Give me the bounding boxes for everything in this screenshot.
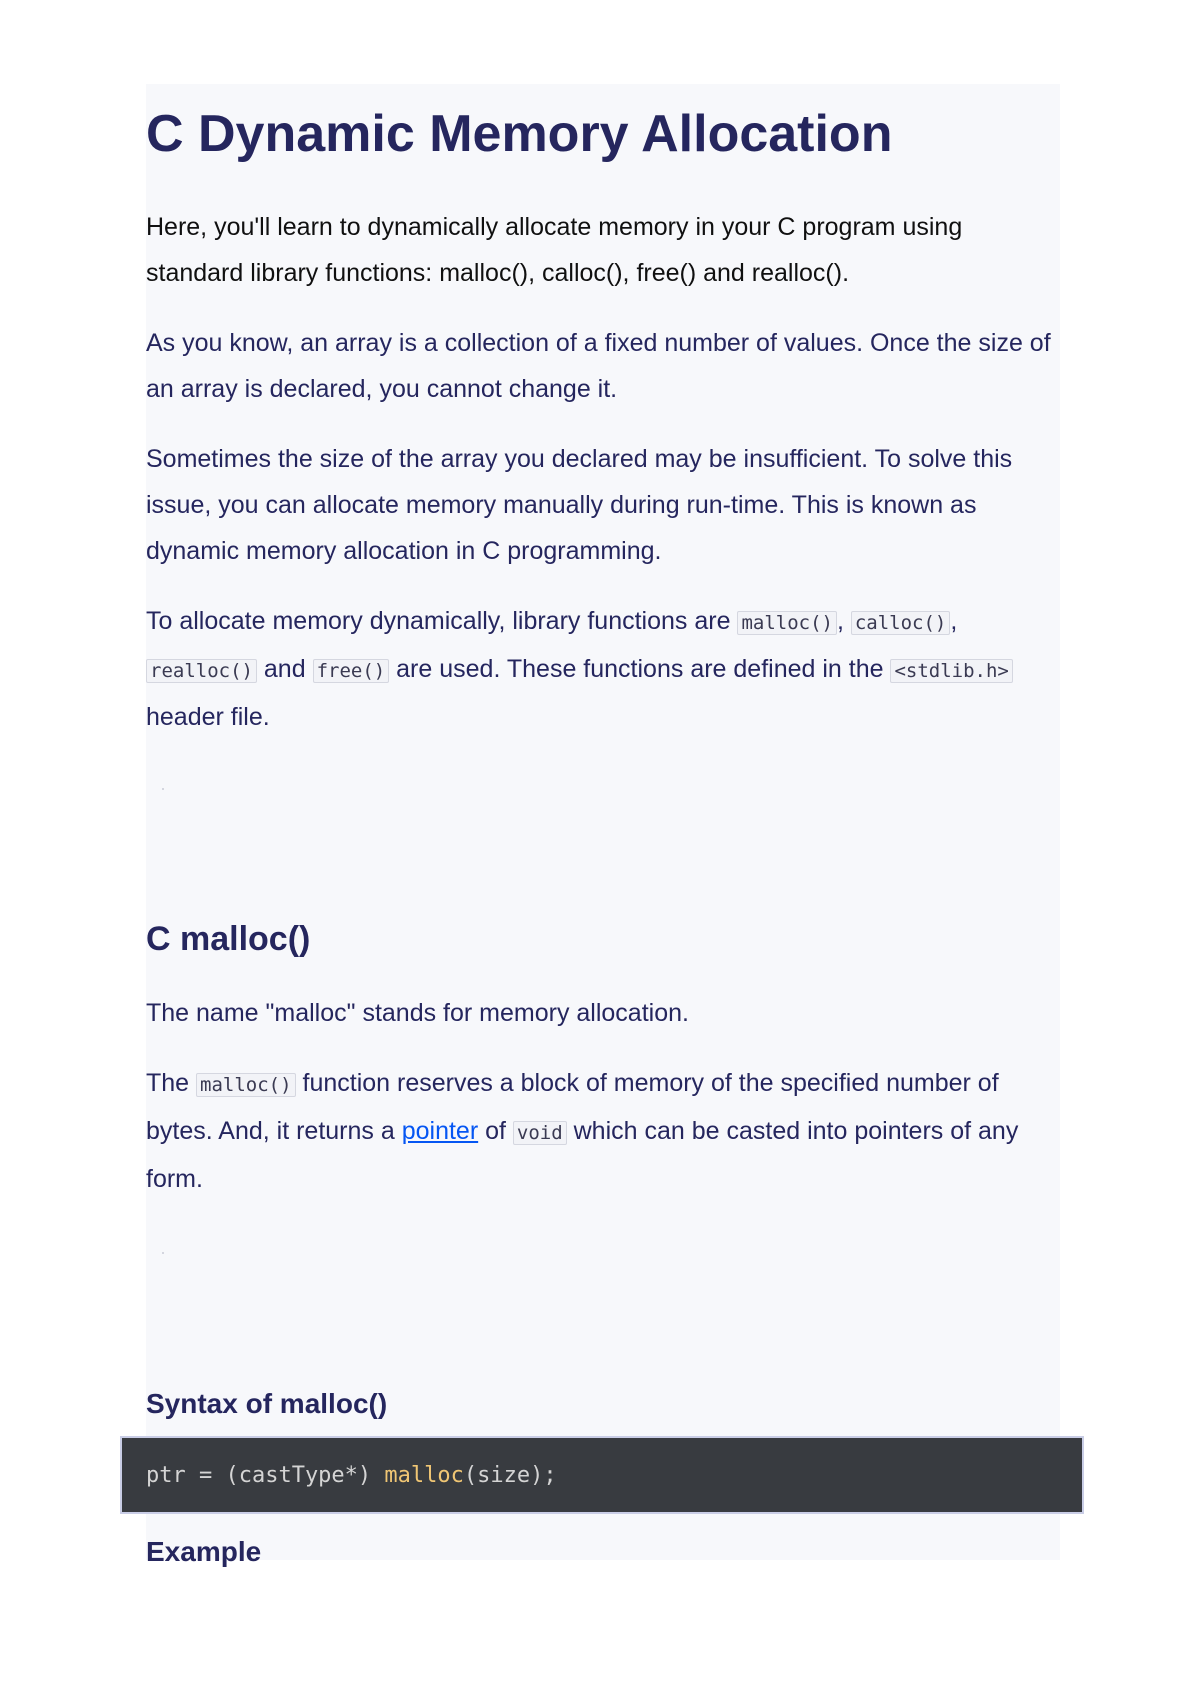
array-paragraph: As you know, an array is a collection of a fixed number of values. Once the size of an array is declared, you cannot change it. — [146, 329, 1051, 403]
inline-code-void: void — [513, 1121, 567, 1145]
inline-code-malloc: malloc() — [196, 1073, 296, 1097]
malloc-description-paragraph: The malloc() function reserves a block of memory of the specified number of bytes. And, it returns a pointer of void which can be casted into pointers of any form. — [146, 1069, 1019, 1193]
placeholder-dot — [162, 1252, 164, 1254]
pointer-link[interactable]: pointer — [401, 1117, 479, 1145]
code-block — [120, 1436, 1084, 1514]
placeholder-dot — [162, 788, 164, 790]
page-title: C Dynamic Memory Allocation — [146, 105, 893, 163]
inline-code-realloc: realloc() — [146, 659, 257, 683]
code-function-name: malloc — [384, 1463, 464, 1488]
inline-code-calloc: calloc() — [851, 611, 951, 635]
page-background — [146, 84, 1060, 1560]
insufficient-paragraph: Sometimes the size of the array you declared may be insufficient. To solve this issue, you can allocate memory manually during run-time. This is known as dynamic memory allocation in C programming. — [146, 445, 1013, 565]
library-functions-paragraph: To allocate memory dynamically, library functions are malloc() , calloc() , realloc() and free() are used. These functions are defined in the <stdlib.h> header file. — [146, 598, 1060, 740]
example-heading: Example — [146, 1536, 262, 1567]
intro-paragraph: Here, you'll learn to dynamically allocate memory in your C program using standard library functions: malloc(), calloc(), free() and realloc(). — [146, 213, 963, 287]
inline-code-malloc: malloc() — [737, 611, 837, 635]
inline-code-stdlib: <stdlib.h> — [890, 659, 1012, 683]
malloc-name-paragraph: The name "malloc" stands for memory allocation. — [146, 999, 689, 1027]
syntax-heading: Syntax of malloc() — [146, 1388, 388, 1419]
inline-code-free: free() — [313, 659, 390, 683]
malloc-heading: C malloc() — [146, 920, 311, 958]
code-line: ptr = (castType*) malloc(size); — [146, 1463, 557, 1488]
